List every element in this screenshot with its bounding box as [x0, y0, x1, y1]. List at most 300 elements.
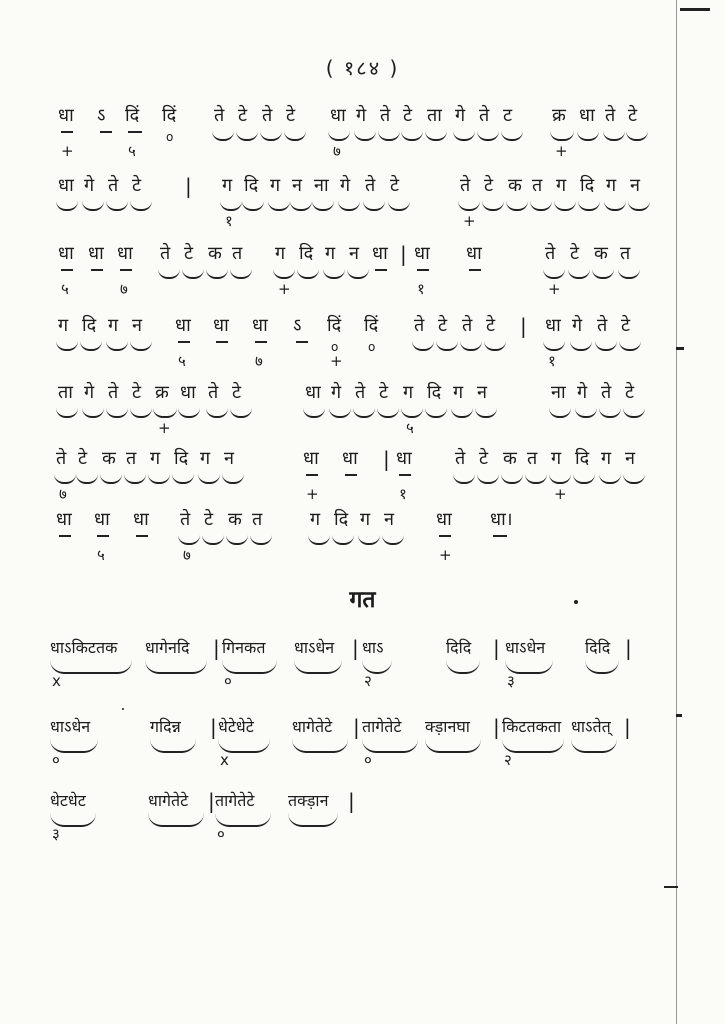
tala-mark: +	[306, 485, 319, 503]
syllable: धा	[133, 509, 149, 530]
syllable: टे	[479, 448, 489, 469]
syllable: टे	[184, 243, 194, 264]
syllable: क	[503, 448, 517, 469]
slur-arc	[250, 535, 272, 545]
syllable: दिं	[162, 105, 177, 126]
slur-arc	[525, 474, 547, 484]
syllable: ते	[160, 243, 171, 264]
syllable: न	[625, 448, 635, 469]
group-arc	[294, 660, 342, 674]
notation-line	[0, 381, 725, 451]
syllable: टे	[625, 382, 635, 403]
bol-group: दिदि	[585, 638, 611, 657]
khali-mark: o	[368, 340, 376, 354]
slur-arc	[623, 408, 645, 418]
syllable: ग	[453, 382, 464, 403]
notation-line	[0, 447, 725, 517]
syllable: धा	[342, 448, 358, 469]
group-arc	[288, 813, 338, 827]
tala-mark: ५	[61, 280, 69, 298]
slur-arc	[618, 269, 640, 279]
slur-arc	[178, 408, 200, 418]
vibhag-bar: |	[625, 636, 632, 660]
tala-mark: ५	[406, 419, 414, 437]
syllable: दिं	[125, 105, 140, 126]
syllable: धा	[305, 382, 321, 403]
bol-group: धाऽधेन	[294, 638, 335, 657]
syllable: ग	[360, 509, 371, 530]
tala-mark: +	[463, 212, 476, 230]
slur-arc	[82, 408, 104, 418]
slur-arc	[363, 201, 385, 211]
emphasis-line	[61, 131, 73, 133]
slur-arc	[80, 341, 102, 351]
bol-group: धागेतेटे	[292, 717, 333, 736]
syllable: ते	[462, 315, 473, 336]
group-arc	[425, 739, 481, 753]
syllable: धा	[180, 382, 196, 403]
emphasis-line	[306, 474, 318, 476]
syllable: ग	[556, 175, 567, 196]
slur-arc	[172, 474, 194, 484]
slur-arc	[451, 408, 473, 418]
syllable: ग	[551, 448, 562, 469]
syllable: त	[620, 243, 631, 264]
bol-group: धागेनदि	[145, 638, 190, 657]
emphasis-line	[100, 131, 112, 133]
syllable: दि	[174, 448, 189, 469]
syllable: ग	[200, 448, 211, 469]
bol-group: धाऽकिटतक	[50, 638, 118, 657]
syllable: धा	[466, 243, 482, 264]
syllable: धा	[579, 105, 595, 126]
syllable: ते	[479, 105, 490, 126]
slur-arc	[401, 408, 423, 418]
slur-arc	[425, 408, 447, 418]
slur-arc	[554, 201, 576, 211]
slur-arc	[453, 131, 475, 141]
slur-arc	[573, 474, 595, 484]
syllable: धा	[58, 105, 74, 126]
edge-mark-top	[680, 8, 710, 11]
syllable: टे	[132, 175, 142, 196]
slur-arc	[599, 408, 621, 418]
syllable: दिं	[364, 315, 379, 336]
emphasis-line	[128, 131, 142, 133]
slur-arc	[260, 131, 282, 141]
slur-arc	[482, 201, 504, 211]
syllable: ऽ	[293, 315, 302, 336]
speck	[122, 708, 124, 710]
slur-arc	[56, 341, 78, 351]
slur-arc	[401, 131, 423, 141]
slur-arc	[158, 269, 180, 279]
slur-arc	[623, 474, 645, 484]
slur-arc	[106, 408, 128, 418]
syllable: गे	[577, 382, 588, 403]
slur-arc	[130, 341, 152, 351]
tala-mark: ३	[52, 825, 60, 843]
gat-line	[0, 715, 725, 785]
syllable: धा	[58, 243, 74, 264]
syllable: ग	[325, 243, 336, 264]
bol-group: तागेतेटे	[215, 791, 255, 810]
vibhag-bar: |	[348, 789, 355, 813]
vibhag-bar: |	[352, 636, 359, 660]
syllable: ना	[551, 382, 566, 403]
tala-mark: ७	[183, 546, 191, 564]
syllable: टे	[232, 382, 242, 403]
slur-arc	[130, 201, 152, 211]
syllable: ते	[108, 382, 119, 403]
syllable: न	[630, 175, 640, 196]
slur-arc	[198, 474, 220, 484]
syllable: ते	[597, 315, 608, 336]
group-arc	[571, 739, 617, 753]
syllable: ग	[275, 243, 286, 264]
syllable: धा	[436, 509, 452, 530]
slur-arc	[378, 131, 400, 141]
slur-arc	[595, 341, 617, 351]
slur-arc	[56, 201, 78, 211]
syllable: क	[208, 243, 222, 264]
tala-mark: x	[52, 672, 61, 690]
emphasis-line	[439, 535, 451, 537]
syllable: त	[232, 243, 243, 264]
syllable: धा	[175, 315, 191, 336]
syllable: धा	[303, 448, 319, 469]
vibhag-bar: |	[493, 715, 500, 739]
bol-group: तक्ड़ान	[288, 791, 329, 810]
bol-group: दिदि	[446, 638, 472, 657]
syllable: गे	[455, 105, 466, 126]
syllable: त	[532, 175, 543, 196]
tala-mark: १	[417, 280, 425, 298]
vibhag-bar: |	[383, 447, 390, 471]
tala-mark: ०	[52, 751, 60, 769]
syllable: ते	[414, 315, 425, 336]
syllable: ग	[606, 175, 617, 196]
syllable: टे	[628, 105, 638, 126]
syllable: ता	[58, 382, 73, 403]
slur-arc	[358, 535, 380, 545]
syllable: दिं	[327, 315, 342, 336]
slur-arc	[543, 269, 565, 279]
slur-arc	[124, 474, 146, 484]
tala-mark: ५	[97, 546, 105, 564]
bol-group: किटतकता	[502, 717, 562, 736]
tala-mark: ३	[507, 672, 515, 690]
bol-group: तागेतेटे	[362, 717, 402, 736]
syllable: न	[349, 243, 359, 264]
slur-arc	[106, 201, 128, 211]
slur-arc	[568, 269, 590, 279]
slur-arc	[332, 535, 354, 545]
syllable: ते	[365, 175, 376, 196]
syllable: त	[126, 448, 137, 469]
emphasis-line	[345, 474, 357, 476]
slur-arc	[153, 408, 177, 418]
slur-arc	[549, 474, 571, 484]
bol-group: धाऽतेत्	[571, 717, 611, 736]
emphasis-line	[375, 269, 387, 271]
slur-arc	[303, 408, 325, 418]
syllable: ते	[214, 105, 225, 126]
slur-arc	[388, 201, 410, 211]
slur-arc	[76, 474, 98, 484]
emphasis-line	[91, 269, 103, 271]
slur-arc	[506, 201, 528, 211]
syllable: त	[252, 509, 263, 530]
emphasis-line	[296, 341, 308, 343]
tala-mark: २	[364, 672, 372, 690]
slur-arc	[628, 201, 650, 211]
emphasis-line	[136, 535, 148, 537]
syllable: दि	[427, 382, 442, 403]
bol-group: गदिन्न	[150, 717, 181, 736]
syllable: ग	[270, 175, 281, 196]
syllable: ग	[310, 509, 321, 530]
khali-mark: o	[331, 340, 339, 354]
syllable: टे	[379, 382, 389, 403]
tala-mark: ०	[364, 751, 372, 769]
group-arc	[585, 660, 619, 674]
slur-arc	[530, 201, 552, 211]
slur-arc	[577, 131, 599, 141]
slur-arc	[100, 474, 122, 484]
syllable: क	[594, 243, 608, 264]
syllable: ते	[208, 382, 219, 403]
emphasis-line	[120, 269, 132, 271]
tala-mark: ७	[255, 352, 263, 370]
syllable: ते	[56, 448, 67, 469]
tala-mark: x	[220, 751, 229, 769]
bol-group: धाऽधेन	[505, 638, 546, 657]
syllable: धा	[330, 105, 346, 126]
syllable: धा	[117, 243, 133, 264]
syllable: ग	[403, 382, 414, 403]
slur-arc	[328, 131, 350, 141]
gat-line	[0, 636, 725, 706]
bol-group: क्ड़ानघा	[425, 717, 470, 736]
slur-arc	[220, 201, 242, 211]
syllable: धा	[414, 243, 430, 264]
slur-arc	[501, 474, 523, 484]
vibhag-bar: |	[520, 314, 527, 338]
group-arc	[50, 660, 132, 674]
slur-arc	[382, 535, 404, 545]
notation-line	[0, 242, 725, 312]
emphasis-line	[493, 535, 507, 537]
slur-arc	[425, 131, 447, 141]
emphasis-line	[255, 341, 267, 343]
syllable: ते	[605, 105, 616, 126]
syllable: टे	[438, 315, 448, 336]
slur-arc	[453, 474, 475, 484]
syllable: ता	[427, 105, 442, 126]
tala-mark: २	[504, 751, 512, 769]
syllable: ते	[601, 382, 612, 403]
syllable: धा	[94, 509, 110, 530]
syllable: धा	[396, 448, 412, 469]
syllable: न	[477, 382, 487, 403]
syllable: टे	[403, 105, 413, 126]
slur-arc	[312, 201, 334, 211]
syllable: टे	[132, 382, 142, 403]
slur-arc	[222, 474, 244, 484]
syllable: ग	[150, 448, 161, 469]
slur-arc	[543, 341, 565, 351]
slur-arc	[377, 408, 399, 418]
slur-arc	[226, 535, 248, 545]
syllable: गे	[340, 175, 351, 196]
syllable: धा	[372, 243, 388, 264]
slur-arc	[230, 408, 252, 418]
syllable: न	[132, 315, 142, 336]
syllable: न	[224, 448, 234, 469]
syllable: ग	[601, 448, 612, 469]
slur-arc	[603, 131, 625, 141]
vibhag-bar: |	[400, 242, 407, 266]
syllable: धा	[56, 509, 72, 530]
tala-mark: १	[399, 485, 407, 503]
notation-line	[0, 314, 725, 384]
emphasis-line	[178, 341, 190, 343]
slur-arc	[56, 408, 78, 418]
vibhag-bar: |	[213, 636, 220, 660]
slur-arc	[273, 269, 295, 279]
emphasis-line	[61, 269, 73, 271]
syllable: ना	[314, 175, 329, 196]
edge-mark-bottom	[664, 886, 678, 888]
notation-line	[0, 174, 725, 244]
syllable: त	[527, 448, 538, 469]
vibhag-bar: |	[624, 715, 631, 739]
tala-mark: +	[278, 280, 291, 298]
syllable: न	[384, 509, 394, 530]
slur-arc	[550, 131, 574, 141]
syllable: धा	[545, 315, 561, 336]
syllable: धा	[58, 175, 74, 196]
bol-group: धेटधेट	[50, 791, 86, 810]
syllable: ते	[108, 175, 119, 196]
notation-line	[0, 104, 725, 174]
tala-mark: +	[158, 419, 171, 437]
khali-mark: o	[166, 130, 174, 144]
slur-arc	[242, 201, 264, 211]
tala-mark: +	[548, 280, 561, 298]
syllable: क	[228, 509, 242, 530]
syllable: ट	[503, 105, 513, 126]
syllable: ग	[108, 315, 119, 336]
slur-arc	[236, 131, 258, 141]
syllable: दि	[575, 448, 590, 469]
syllable: गे	[572, 315, 583, 336]
syllable: दि	[82, 315, 97, 336]
syllable: टे	[484, 175, 494, 196]
slur-arc	[148, 474, 170, 484]
syllable: ते	[460, 175, 471, 196]
group-arc	[446, 660, 480, 674]
slur-arc	[202, 535, 224, 545]
slur-arc	[212, 131, 234, 141]
vibhag-bar: |	[208, 789, 215, 813]
section-title: गत	[349, 587, 376, 613]
slur-arc	[549, 408, 571, 418]
syllable: ऽ	[97, 105, 106, 126]
syllable: गे	[331, 382, 342, 403]
bol-group: गिनकत	[222, 638, 266, 657]
syllable: धा	[88, 243, 104, 264]
syllable: टे	[286, 105, 296, 126]
group-arc	[145, 660, 207, 674]
vibhag-bar: |	[185, 174, 192, 198]
vibhag-bar: |	[210, 715, 217, 739]
slur-arc	[329, 408, 351, 418]
slur-arc	[182, 269, 204, 279]
slur-arc	[82, 201, 104, 211]
tala-mark: +	[61, 142, 74, 160]
tala-mark: ७	[120, 280, 128, 298]
tala-mark: ७	[59, 485, 67, 503]
syllable: दि	[580, 175, 595, 196]
syllable: गे	[84, 175, 95, 196]
slur-arc	[54, 474, 76, 484]
bol-group: धाऽ	[362, 638, 384, 657]
syllable: टे	[486, 315, 496, 336]
emphasis-line	[59, 535, 71, 537]
syllable: टे	[390, 175, 400, 196]
tala-mark: +	[330, 352, 343, 370]
syllable: क्र	[552, 105, 566, 126]
syllable: ते	[455, 448, 466, 469]
group-arc	[150, 739, 196, 753]
page-number: ( १८४ )	[325, 56, 400, 80]
syllable: धा।	[490, 509, 513, 530]
vibhag-bar: |	[353, 715, 360, 739]
syllable: गे	[84, 382, 95, 403]
slur-arc	[501, 131, 523, 141]
slur-arc	[206, 269, 228, 279]
gat-line	[0, 789, 725, 859]
tala-mark: +	[555, 142, 568, 160]
syllable: दि	[334, 509, 349, 530]
syllable: ग	[58, 315, 69, 336]
syllable: क्र	[155, 382, 169, 403]
slur-arc	[592, 269, 614, 279]
syllable: टे	[570, 243, 580, 264]
slur-arc	[458, 201, 480, 211]
slur-arc	[290, 201, 312, 211]
slur-arc	[308, 535, 330, 545]
syllable: ग	[222, 175, 233, 196]
syllable: दि	[244, 175, 259, 196]
emphasis-line	[399, 474, 411, 476]
slur-arc	[354, 131, 376, 141]
slur-arc	[619, 341, 641, 351]
syllable: ते	[180, 509, 191, 530]
slur-arc	[477, 131, 499, 141]
vibhag-bar: |	[493, 636, 500, 660]
emphasis-line	[469, 269, 481, 271]
slur-arc	[460, 341, 482, 351]
slur-arc	[599, 474, 621, 484]
slur-arc	[436, 341, 458, 351]
tala-mark: +	[439, 546, 452, 564]
syllable: क	[508, 175, 522, 196]
syllable: ते	[545, 243, 556, 264]
tala-mark: ५	[178, 352, 186, 370]
